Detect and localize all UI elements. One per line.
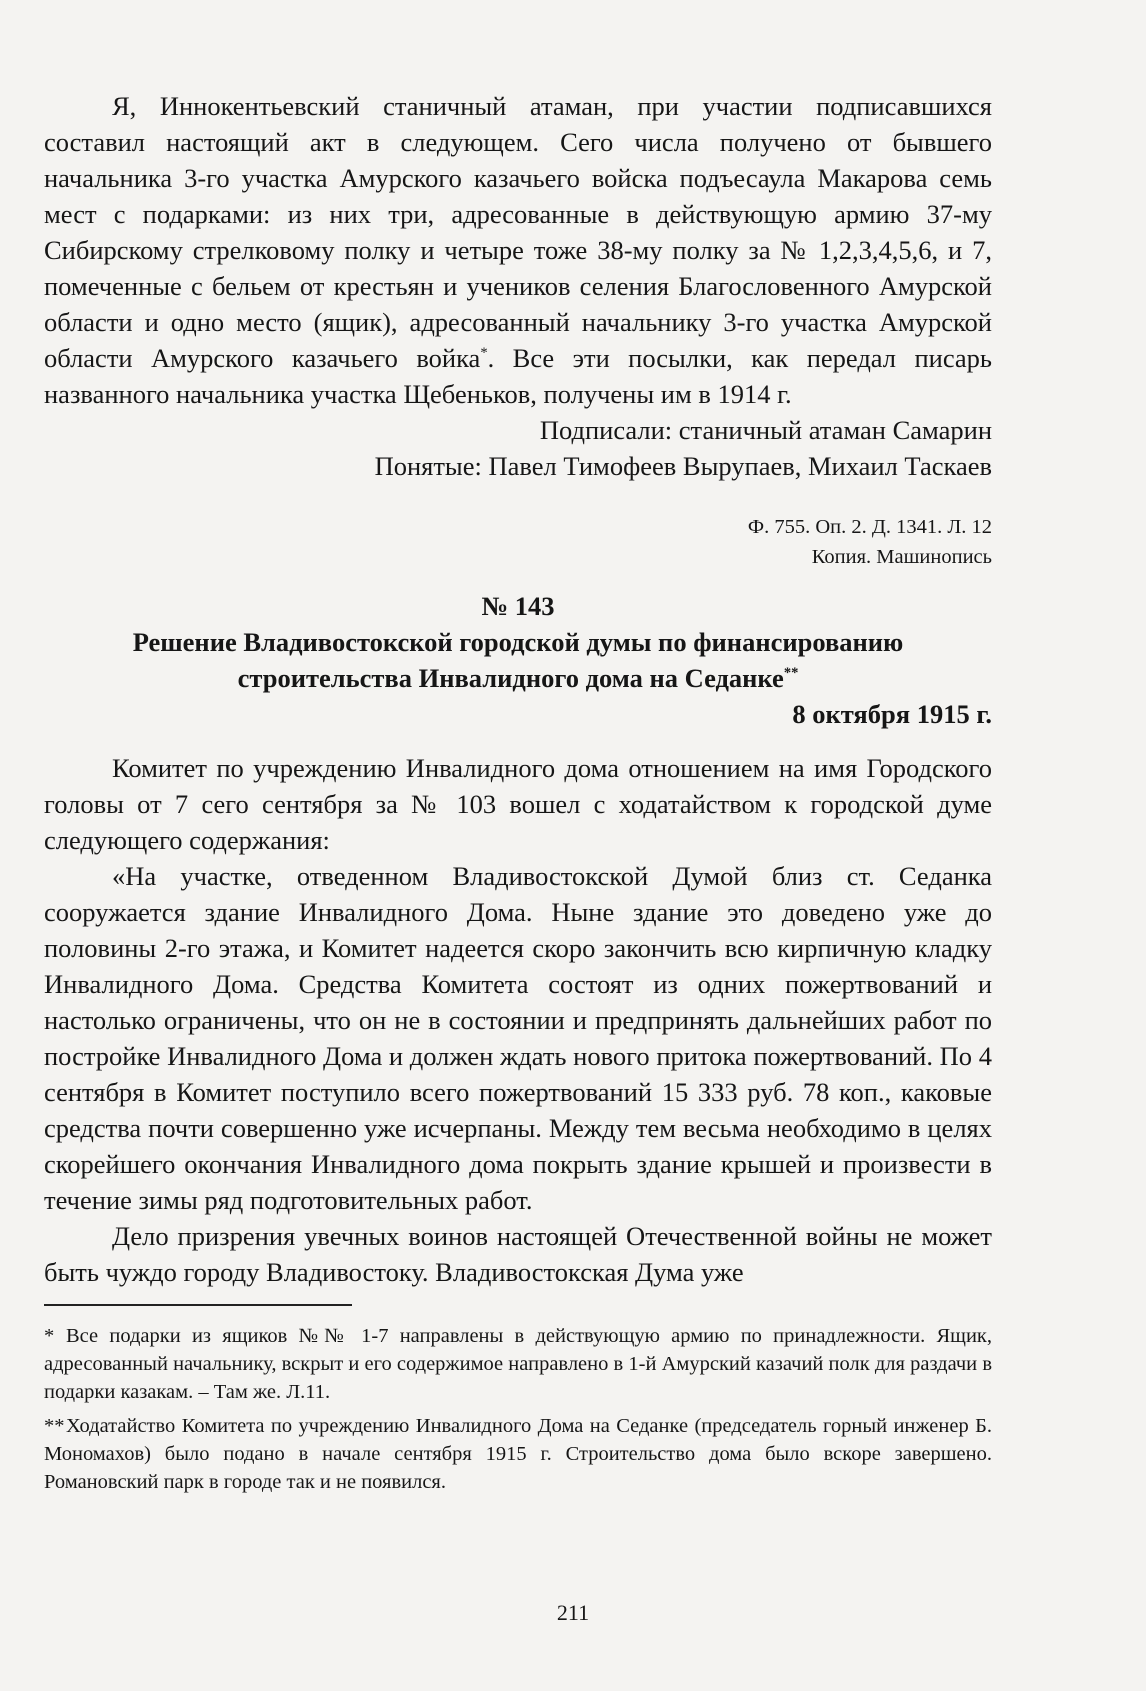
act-paragraph: Я, Иннокентьевский станичный атаман, при участии подписавшихся составил настоящий акт в следующем. Сего числа получено от бывшего начальника 3-го участка Амурского казачьего войска подъесаула Макарова семь мест с подарками: из них три, адресованные в действующую армию 37-му Сибирскому стрелковому полку и четыре тоже 38-му полку за № 1,2,3,4,5,6, и 7, помеченные с бельем от крестьян и учеников селения Благословенного Амурской области и одно место (ящик), адресованный начальнику 3-го участка Амурской области Амурского казачьего войка*. Все эти посылки, как передал писарь названного начальника участка Щебеньков, получены им в 1914 г. (44, 91, 993, 409)
footnote-marker: * (44, 1325, 55, 1347)
copy-type: Копия. Машинопись (811, 546, 992, 568)
document-number: № 143 (481, 591, 555, 621)
witnesses-line: Понятые: Павел Тимофеев Вырупаев, Михаил Таскаев (374, 451, 992, 481)
body-paragraph: «На участке, отведенном Владивостокской Думой близ ст. Седанка сооружается здание Инвалидного Дома. Ныне здание это доведено уже до половины 2-го этажа, и Комитет надеется скоро закончить всю кирпичную кладку Инвалидного Дома. Средства Комитета состоят из одних пожертвований и настолько ограничены, что он не в состоянии и предпринять дальнейших работ по постройке Инвалидного Дома и должен ждать нового притока пожертвований. По 4 сентября в Комитет поступило всего пожертвований 15 333 руб. 78 коп., каковые средства почти совершенно уже исчерпаны. Между тем весьма необходимо в целях скорейшего окончания Инвалидного дома покрыть здание крышей и произвести в течение зимы ряд подготовительных работ. (44, 861, 992, 1215)
document-title-line-1: Решение Владивостокской городской думы по финансированию (132, 627, 904, 657)
document-title-line-2: строительства Инвалидного дома на Седанке** (237, 663, 799, 693)
footnote: * Все подарки из ящиков №№ 1-7 направлены в действующую армию по принадлежности. Ящик, адресованный начальнику, вскрыт и его содержимое направлено в 1-й Амурский казачий полк для раздачи в подарки казакам. – Там же. Л.11. (44, 1322, 992, 1406)
footnote: **Ходатайство Комитета по учреждению Инвалидного Дома на Седанке (председатель горный инженер Б. Мономахов) было подано в начале сентября 1915 г. Строительство дома было вскоре завершено. Романовский парк в городе так и не появился. (44, 1412, 992, 1496)
document-page (44, 88, 992, 1496)
footnote-ref-1: * (480, 345, 488, 362)
footnote-marker: ** (44, 1415, 65, 1437)
footnote-ref-2: ** (783, 665, 799, 682)
body-paragraph: Комитет по учреждению Инвалидного дома отношением на имя Городского головы от 7 сего сентября за № 103 вошел с ходатайством к городской думе следующего содержания: (44, 753, 992, 855)
body-paragraph: Дело призрения увечных воинов настоящей Отечественной войны не может быть чуждо городу Владивостоку. Владивостокская Дума уже (44, 1221, 992, 1287)
signature-line: Подписали: станичный атаман Самарин (539, 415, 992, 445)
archive-reference: Ф. 755. Оп. 2. Д. 1341. Л. 12 (747, 516, 992, 538)
document-date: 8 октября 1915 г. (792, 699, 992, 729)
page-number: 211 (556, 1600, 590, 1625)
